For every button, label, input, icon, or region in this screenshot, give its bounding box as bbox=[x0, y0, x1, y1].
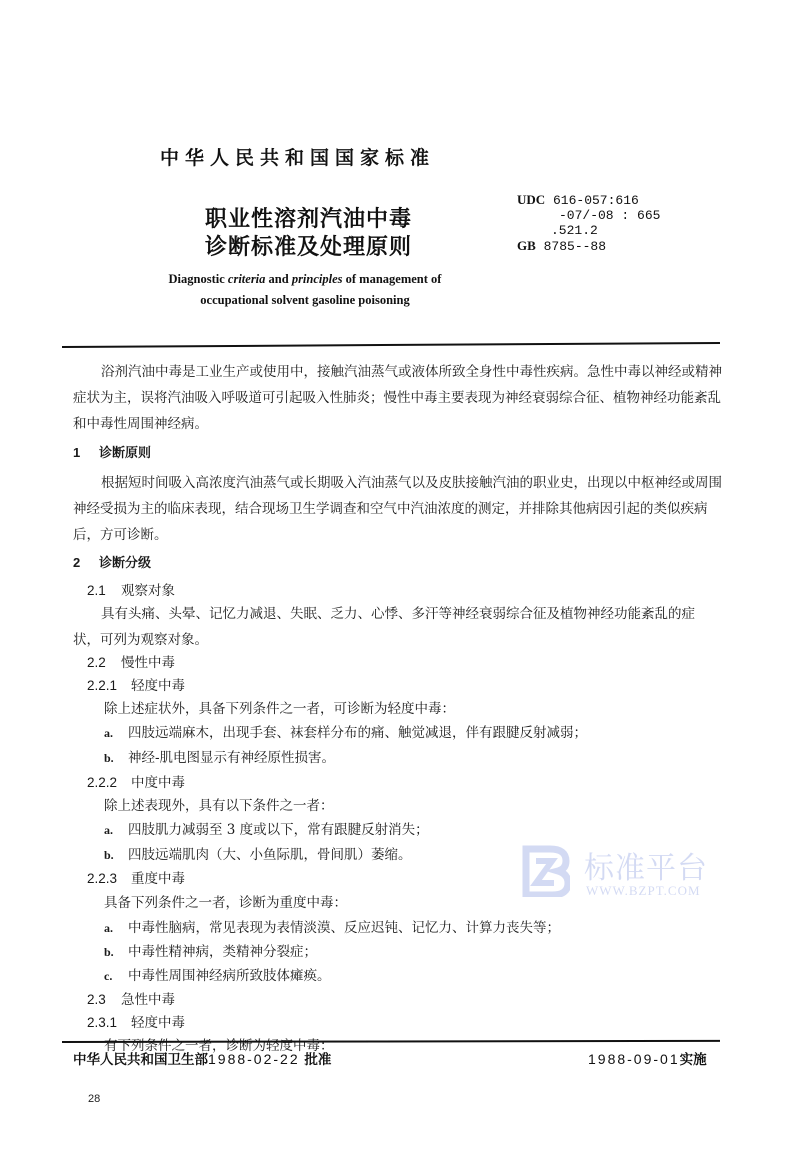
title-chinese-line1: 职业性溶剂汽油中毒 bbox=[205, 207, 413, 232]
udc-line3: .521.2 bbox=[551, 223, 598, 238]
approving-authority: 中华人民共和国卫生部 bbox=[73, 1052, 208, 1068]
section-2-1-heading: 2.1 观察对象 bbox=[87, 583, 175, 599]
section-2-2-2-lead: 除上述表现外，具有以下条件之一者： bbox=[104, 798, 334, 814]
watermark bbox=[522, 843, 742, 903]
classification-block bbox=[517, 192, 660, 254]
approval-date: 1988-02-22 bbox=[208, 1051, 300, 1067]
section-2-3-heading: 2.3 急性中毒 bbox=[87, 992, 175, 1008]
effective-date: 1988-09-01 bbox=[588, 1051, 680, 1067]
udc-line2: -07/-08 : 665 bbox=[559, 208, 661, 223]
gb-number: 8785--88 bbox=[543, 239, 607, 254]
list-item: b. 中毒性精神病，类精神分裂症； bbox=[104, 944, 317, 960]
list-item: a. 四肢肌力减弱至 3 度或以下，常有跟腱反射消失； bbox=[104, 822, 429, 838]
section-2-2-2-heading: 2.2.2 中度中毒 bbox=[87, 775, 185, 791]
bzpt-logo-icon bbox=[522, 845, 570, 897]
section-1-paragraph: 根据短时间吸入高浓度汽油蒸气或长期吸入汽油蒸气以及皮肤接触汽油的职业史，出现以中枢神经或周围神经受损为主的临床表现，结合现场卫生学调查和空气中汽油浓度的测定，并排除其他病因引起的类似疾病后，方可诊断。 bbox=[73, 475, 722, 543]
gb-label: GB bbox=[517, 238, 536, 253]
watermark-url: WWW.BZPT.COM bbox=[586, 883, 701, 898]
page-number: 28 bbox=[88, 1093, 101, 1105]
list-item: c. 中毒性周围神经病所致肢体瘫痪。 bbox=[104, 968, 331, 984]
section-2-2-3-lead: 具备下列条件之一者，诊断为重度中毒： bbox=[104, 895, 347, 911]
section-2-2-1-heading: 2.2.1 轻度中毒 bbox=[87, 678, 185, 694]
gb-number-line bbox=[517, 238, 660, 254]
list-item: a. 四肢远端麻木，出现手套、袜套样分布的痛、触觉减退，伴有跟腱反射减弱； bbox=[104, 725, 587, 741]
section-2-2-heading: 2.2 慢性中毒 bbox=[87, 655, 175, 671]
title-chinese-line2: 诊断标准及处理原则 bbox=[205, 235, 413, 260]
effective-info: 1988-09-01实施 bbox=[588, 1051, 707, 1068]
title-english-line2: occupational solvent gasoline poisoning bbox=[200, 293, 410, 307]
watermark-brand: 标准平台 bbox=[584, 851, 708, 886]
section-2-3-1-heading: 2.3.1 轻度中毒 bbox=[87, 1015, 185, 1031]
section-2-2-3-heading: 2.2.3 重度中毒 bbox=[87, 871, 185, 887]
title-english-line1: Diagnostic criteria and principles of management of bbox=[168, 272, 442, 286]
udc-label: UDC bbox=[517, 192, 546, 207]
footer-divider bbox=[62, 1040, 720, 1043]
intro-paragraph: 浴剂汽油中毒是工业生产或使用中，接触汽油蒸气或液体所致全身性中毒性疾病。急性中毒以神经或精神症状为主，误将汽油吸入呼吸道可引起吸入性肺炎；慢性中毒主要表现为神经衰弱综合征、植物神经功能紊乱和中毒性周围神经病。 bbox=[73, 364, 722, 432]
udc-line1: UDC 616-057:616 bbox=[517, 192, 639, 208]
section-2-2-1-lead: 除上述症状外，具备下列条件之一者，可诊断为轻度中毒： bbox=[104, 701, 455, 717]
section-2-3-1-lead: 有下列条件之一者，诊断为轻度中毒： bbox=[104, 1038, 334, 1054]
section-2-1-paragraph: 具有头痛、头晕、记忆力减退、失眠、乏力、心悸、多汗等神经衰弱综合征及植物神经功能紊乱的症状，可列为观察对象。 bbox=[73, 606, 695, 648]
list-item: b. 四肢远端肌肉（大、小鱼际肌，骨间肌）萎缩。 bbox=[104, 847, 412, 863]
header-divider bbox=[62, 342, 720, 348]
section-2-heading: 2 诊断分级 bbox=[73, 555, 152, 571]
list-item: b. 神经-肌电图显示有神经原性损害。 bbox=[104, 750, 336, 766]
list-item: a. 中毒性脑病，常见表现为表情淡漠、反应迟钝、记忆力、计算力丧失等； bbox=[104, 920, 560, 936]
section-1-heading: 1 诊断原则 bbox=[73, 445, 152, 461]
standard-category-label: 中华人民共和国国家标准 bbox=[160, 147, 436, 169]
approval-info: 中华人民共和国卫生部1988-02-22 批准 bbox=[73, 1051, 332, 1068]
